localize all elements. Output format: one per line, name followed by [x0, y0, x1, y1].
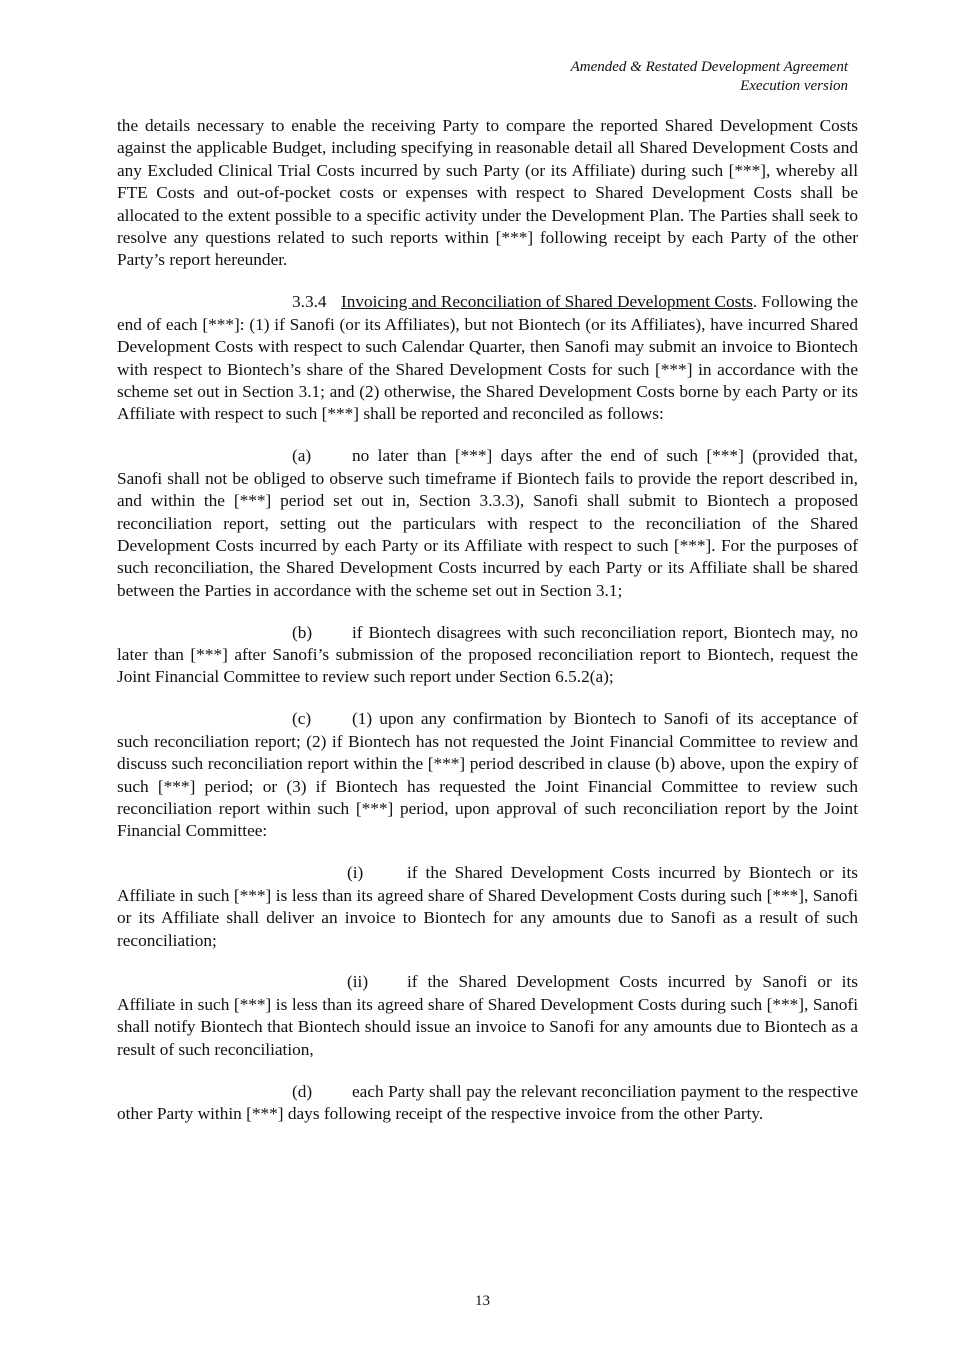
- subclause-i: [117, 862, 858, 952]
- clause-number: (d): [292, 1081, 313, 1101]
- clause-number: (c): [292, 709, 312, 729]
- page-number: 13: [475, 1293, 490, 1309]
- clause-d: [117, 1081, 858, 1126]
- subclause-text: if the Shared Development Costs incurred by Biontech or its Affiliate in such [***] is less than its agreed share of Shared Development Costs during such [***], Sanofi or its Affiliate shall deliver an invoice to Biontech for any amounts due to Sanofi as a result of such reconciliation;: [117, 863, 858, 950]
- clause-text: (1) upon any confirmation by Biontech to Sanofi of its acceptance of such reconciliation report; (2) if Biontech has not requested the Joint Financial Committee to review and discuss such reconciliation report within the [***] period described in clause (b) above, upon the expiry of such [***] period; or (3) if Biontech has requested the Joint Financial Committee to review such reconciliation report within such [***] period, upon approval of such reconciliation report by the Joint Financial Committee:: [117, 709, 858, 841]
- section-number: 3.3.4: [292, 292, 327, 312]
- section-3-3-4: [117, 291, 858, 425]
- paragraph-text: the details necessary to enable the receiving Party to compare the reported Shared Development Costs against the applicable Budget, including specifying in reasonable detail all Shared Development Costs and any Excluded Clinical Trial Costs incurred by such Party (or its Affiliate) during such [***], whereby all FTE Costs and out-of-pocket costs or expenses with respect to Shared Development Costs shall be allocated to the extent possible to a specific activity under the Development Plan. The Parties shall seek to resolve any questions related to such reports within [***] following receipt by each Party of the other Party’s report hereunder.: [117, 116, 858, 270]
- subclause-number: (ii): [347, 972, 369, 992]
- document-body: [117, 115, 858, 1145]
- clause-a: [117, 445, 858, 602]
- header-version: Execution version: [740, 78, 848, 94]
- running-header: [571, 58, 848, 96]
- clause-number: (a): [292, 446, 312, 466]
- clause-text: if Biontech disagrees with such reconciliation report, Biontech may, no later than [***] after Sanofi’s submission of the proposed reconciliation report to Biontech, request the Joint Financial Committee to review such report under Section 6.5.2(a);: [117, 622, 858, 687]
- section-text: . Following the end of each [***]: (1) if Sanofi (or its Affiliates), but not Biontech (or its Affiliates), have incurred Shared Development Costs with respect to such Calendar Quarter, then Sanofi may submit an invoice to Biontech with respect to Biontech’s share of the Shared Development Costs for such [***] in accordance with the scheme set out in Section 3.1; and (2) otherwise, the Shared Development Costs borne by each Party or its Affiliate with respect to such [***] shall be reported and reconciled as follows:: [117, 292, 858, 424]
- clause-text: no later than [***] days after the end of such [***] (provided that, Sanofi shall not be obliged to observe such timeframe if Biontech fails to provide the report described in, and within the [***] period set out in, Section 3.3.3), Sanofi shall submit to Biontech a proposed reconciliation report, setting out the particulars with respect to the reconciliation of the Shared Development Costs incurred by each Party or its Affiliate with respect to such [***]. For the purposes of such reconciliation, the Shared Development Costs incurred by each Party or its Affiliate shall be shared between the Parties in accordance with the scheme set out in Section 3.1;: [117, 446, 858, 600]
- subclause-number: (i): [347, 863, 364, 883]
- clause-b: [117, 622, 858, 689]
- section-heading: Invoicing and Reconciliation of Shared Development Costs: [341, 292, 753, 312]
- paragraph-continuation: [117, 115, 858, 272]
- subclause-ii: [117, 971, 858, 1061]
- clause-number: (b): [292, 622, 313, 642]
- clause-c: [117, 708, 858, 842]
- header-agreement-title: Amended & Restated Development Agreement: [570, 59, 848, 75]
- clause-text: each Party shall pay the relevant reconciliation payment to the respective other Party within [***] days following receipt of the respective invoice from the other Party.: [117, 1081, 858, 1123]
- subclause-text: if the Shared Development Costs incurred by Sanofi or its Affiliate in such [***] is less than its agreed share of Shared Development Costs during such [***], Sanofi shall notify Biontech that Biontech should issue an invoice to Sanofi for any amounts due to Biontech as a result of such reconciliation,: [117, 972, 858, 1059]
